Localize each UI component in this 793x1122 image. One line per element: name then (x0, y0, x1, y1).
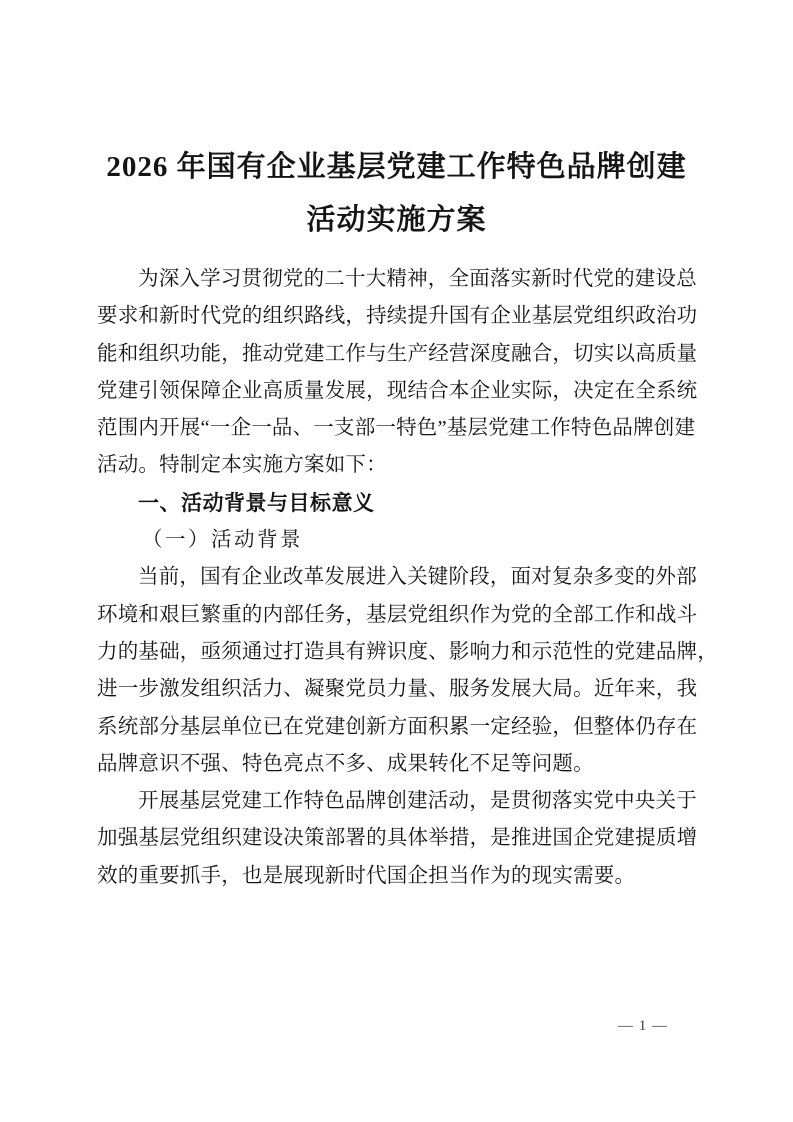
text-line: 为深入学习贯彻党的二十大精神，全面落实新时代党的建设总 (138, 268, 697, 290)
text-line: 开展基层党建工作特色品牌创建活动，是贯彻落实党中央关于 (138, 790, 697, 813)
text-line: 党建引领保障企业高质量发展，现结合本企业实际，决定在全系统 (97, 379, 698, 402)
text-line: 活动。特制定本实施方案如下： (97, 454, 387, 477)
heading1 (97, 485, 697, 522)
page-number: — 1 — (618, 1018, 668, 1034)
text-line: 环境和艰巨繁重的内部任务，基层党组织作为党的全部工作和战斗 (97, 603, 698, 626)
paragraph (97, 261, 697, 485)
text-line: 一、活动背景与目标意义 (138, 491, 375, 515)
text-line: （一）活动背景 (142, 529, 303, 552)
text-line: 范围内开展“一企一品、一支部一特色”基层党建工作特色品牌创建 (97, 417, 696, 440)
text-line: 加强基层党组织建设决策部署的具体举措，是推进国企党建提质增 (97, 827, 698, 850)
text-line: 进一步激发组织活力、凝聚党员力量、服务发展大局。近年来，我 (97, 678, 698, 701)
text-line: 品牌意识不强、特色亮点不多、成果转化不足等问题。 (97, 752, 594, 775)
heading2 (97, 522, 697, 559)
document-body (97, 261, 718, 895)
document-title-line-1: 2026 年国有企业基层党建工作特色品牌创建 (106, 151, 687, 183)
text-line: 效的重要抓手，也是展现新时代国企担当作为的现实需要。 (97, 864, 636, 887)
document-title (48, 141, 745, 247)
paragraph (97, 783, 697, 895)
text-line: 力的基础，亟须通过打造具有辨识度、影响力和示范性的党建品牌， (97, 640, 718, 663)
paragraph (97, 559, 718, 783)
text-line: 要求和新时代党的组织路线，持续提升国有企业基层党组织政治功 (97, 305, 698, 328)
text-line: 能和组织功能，推动党建工作与生产经营深度融合，切实以高质量 (97, 342, 698, 365)
text-line: 当前，国有企业改革发展进入关键阶段，面对复杂多变的外部 (138, 566, 697, 589)
text-line: 系统部分基层单位已在党建创新方面积累一定经验，但整体仍存在 (97, 715, 698, 738)
document-title-line-2: 活动实施方案 (306, 204, 487, 236)
